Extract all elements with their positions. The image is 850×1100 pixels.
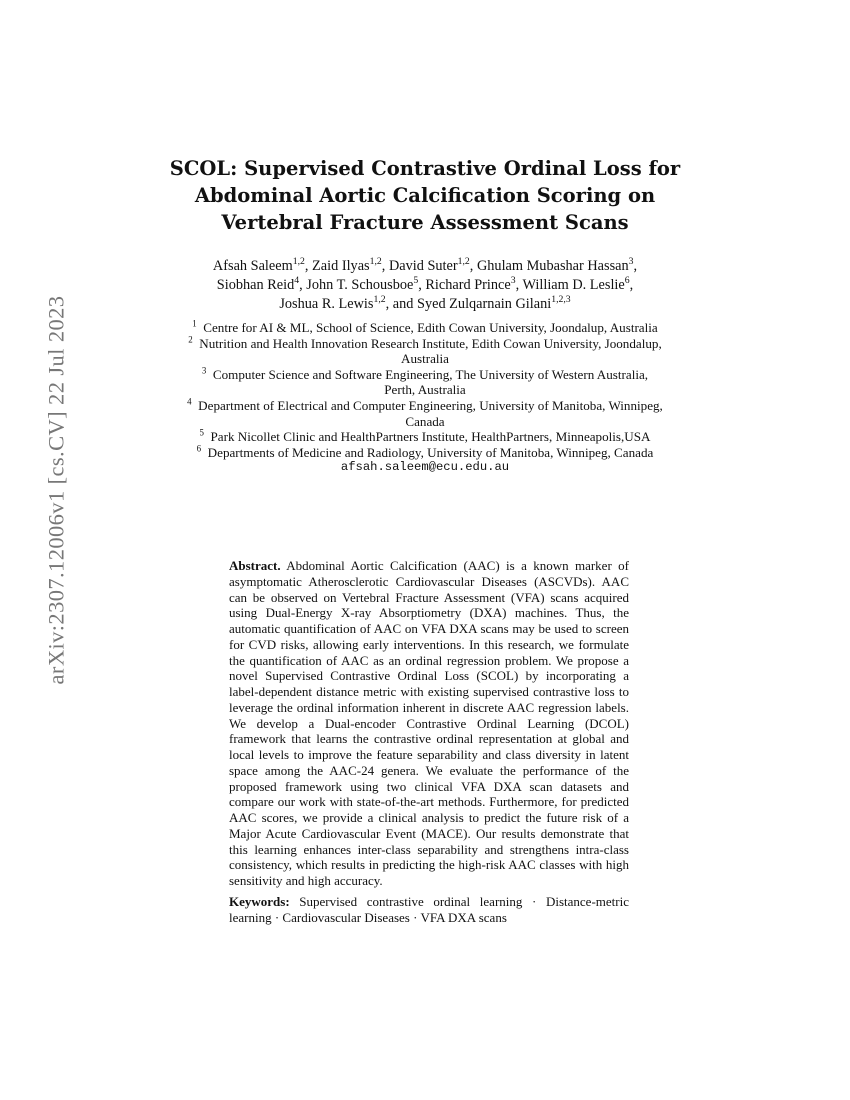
author: Afsah Saleem$^{1,2}$ (212, 256, 305, 274)
author: Syed Zulqarnain Gilani$^{1,2,3}$ (417, 294, 571, 312)
title-line: Vertebral Fracture Assessment Scans (221, 211, 629, 234)
author-list: Afsah Saleem$^{1,2}$, Zaid Ilyas$^{1,2}$, David Suter$^{1,2}$, Ghulam Mubashar Hassan$^3$, Siobhan Reid$^4$, John T. Schousboe$^5$, Richard Prince$^3$, William D. Leslie$^6$, Joshua R. Lewis$^{1,2}$, and Syed Zulqarnain Gilani$^{1,2,3}$ (212, 256, 638, 312)
paper-title (150, 155, 700, 236)
keywords-label: Keywords: (229, 894, 290, 909)
author: John T. Schousboe$^5$ (306, 275, 419, 293)
affiliation-list (185, 320, 665, 476)
affiliation: $^6$ Departments of Medicine and Radiology, University of Manitoba, Winnipeg, Canada (196, 443, 654, 460)
title-line: Abdominal Aortic Calcification Scoring on (194, 184, 656, 207)
keywords-text: Supervised contrastive ordinal learning · Distance-metric learning · Cardiovascular Diseases · VFA DXA scans (229, 894, 629, 925)
title-line: SCOL: Supervised Contrastive Ordinal Loss for (169, 157, 681, 180)
author: Siobhan Reid$^4$ (216, 275, 300, 293)
keywords (229, 894, 629, 926)
author: Richard Prince$^3$ (425, 275, 516, 293)
author: David Suter$^{1,2}$ (388, 256, 470, 274)
affiliation: $^3$ Computer Science and Software Engineering, The University of Western Australia, Perth, Australia (201, 365, 649, 398)
abstract-text: Abdominal Aortic Calcification (AAC) is a known marker of asymptomatic Atherosclerotic Cardiovascular Diseases (ASCVDs). AAC can be observed on Vertebral Fracture Assessment (VFA) scans acquired using Dual-Energy X-ray Absorptiometry (DXA) machines. Thus, the automatic quantification of AAC on VFA DXA scans may be used to screen for CVD risks, allowing early interventions. In this research, we formulate the quantification of AAC as an ordinal regression problem. We propose a novel Supervised Contrastive Ordinal Loss (SCOL) by incorporating a label-dependent distance metric with existing supervised contrastive loss to leverage the ordinal information inherent in discrete AAC regression labels. We develop a Dual-encoder Contrastive Ordinal Learning (DCOL) framework that learns the contrastive ordinal representation at global and local levels to improve the feature separability and class diversity in latent space among the AAC-24 genera. We evaluate the performance of the proposed framework using two clinical VFA DXA scan datasets and compare our work with state-of-the-art methods. Furthermore, for predicted AAC scores, we provide a clinical analysis to predict the future risk of a Major Acute Cardiovascular Event (MACE). Our results demonstrate that this learning enhances inter-class separability and strengthens intra-class consistency, which results in predicting the high-risk AAC classes with high sensitivity and high accuracy. (229, 558, 629, 888)
abstract (229, 558, 629, 889)
author: Joshua R. Lewis$^{1,2}$ (279, 294, 386, 312)
author: William D. Leslie$^6$ (522, 275, 630, 293)
author: Ghulam Mubashar Hassan$^3$ (476, 256, 634, 274)
arxiv-identifier-stamp (36, 295, 76, 685)
affiliation: $^5$ Park Nicollet Clinic and HealthPartners Institute, HealthPartners, Minneapolis,USA (199, 427, 651, 445)
contact-email[interactable]: afsah.saleem@ecu.edu.au (340, 460, 510, 475)
abstract-label: Abstract. (229, 558, 281, 573)
author: Zaid Ilyas$^{1,2}$ (312, 256, 382, 274)
affiliation: $^2$ Nutrition and Health Innovation Research Institute, Edith Cowan University, Joondalup, Australia (188, 334, 662, 367)
affiliation: $^1$ Centre for AI & ML, School of Science, Edith Cowan University, Joondalup, Australia (192, 318, 658, 335)
arxiv-identifier: arXiv:2307.12006v1 [cs.CV] 22 Jul 2023 (43, 295, 69, 685)
affiliation: $^4$ Department of Electrical and Computer Engineering, University of Manitoba, Winnipeg, Canada (187, 396, 663, 429)
